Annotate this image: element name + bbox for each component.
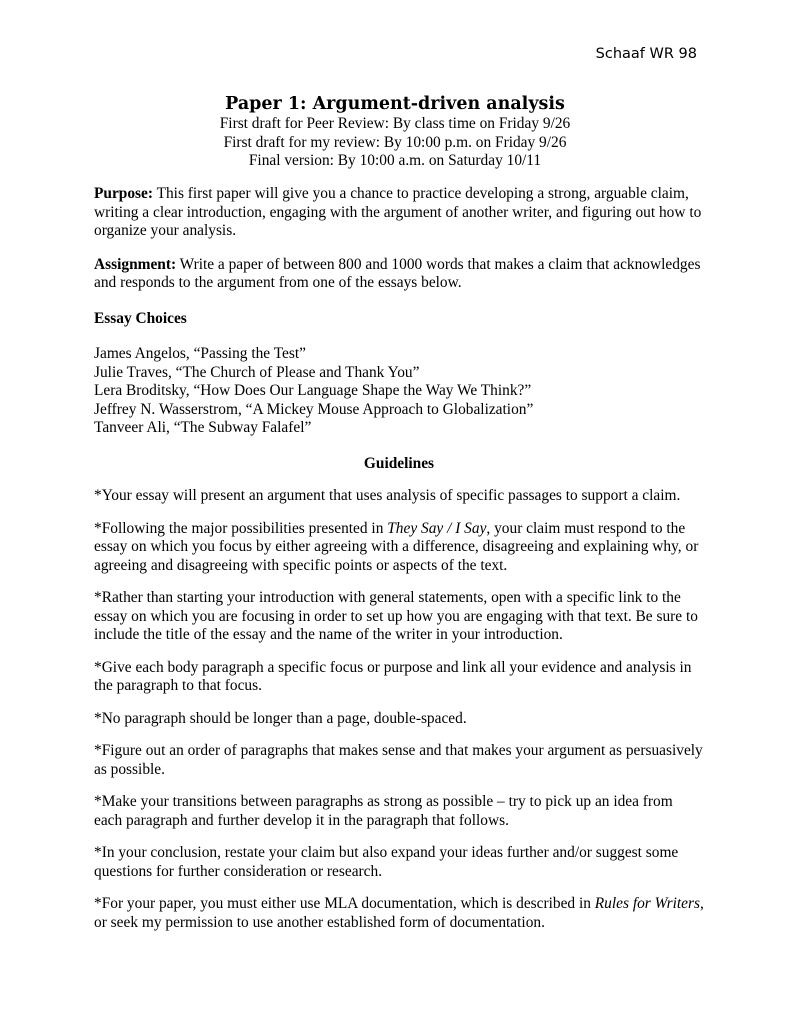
purpose-text: This first paper will give you a chance to practice developing a strong, arguable claim, writing a clear introduction, engaging with the argument of another writer, and figuring out how to organize your analysis. xyxy=(94,185,702,239)
guideline-paragraph-length: *No paragraph should be longer than a page, double-spaced. xyxy=(94,709,467,727)
purpose-paragraph xyxy=(94,185,704,241)
guideline-argument: *Your essay will present an argument that uses analysis of specific passages to support a claim. xyxy=(94,487,681,504)
guideline-introduction: *Rather than starting your introduction with general statements, open with a specific link to the essay on which you are focusing in order to set up how you are engaging with that text. Be sure to include the title of the essay and the name of the writer in your introduction. xyxy=(94,589,698,643)
essay-choice-item: Lera Broditsky, “How Does Our Language Shape the Way We Think?” xyxy=(94,382,532,399)
course-header: Schaaf WR 98 xyxy=(595,46,697,62)
guideline-text: , or seek my permission to use another established form of documentation. xyxy=(94,895,704,931)
guideline-text: *For your paper, you must either use MLA documentation, which is described in xyxy=(94,895,595,912)
essay-choice-item: James Angelos, “Passing the Test” xyxy=(94,345,306,362)
guideline-body-paragraph: *Give each body paragraph a specific focus or purpose and link all your evidence and analysis in the paragraph to that focus. xyxy=(94,658,692,694)
guideline-conclusion: *In your conclusion, restate your claim but also expand your ideas further and/or suggest some questions for further consideration or research. xyxy=(94,844,679,880)
essay-choice-item: Julie Traves, “The Church of Please and Thank You” xyxy=(94,363,420,381)
assignment-text: Write a paper of between 800 and 1000 words that makes a claim that acknowledges and responds to the argument from one of the essays below. xyxy=(94,255,701,291)
essay-choices-heading: Essay Choices xyxy=(94,309,187,327)
guideline-text: *Following the major possibilities presented in xyxy=(94,519,388,537)
guideline-text: , your claim must respond to the essay on which you focus by either agreeing with a difference, disagreeing and explaining why, or agreeing and disagreeing with specific points or aspects of the text. xyxy=(94,519,699,574)
title-block xyxy=(94,94,696,171)
guidelines-heading: Guidelines xyxy=(363,454,435,472)
guideline-transitions: *Make your transitions between paragraphs as strong as possible – try to pick up an idea from each paragraph and further develop it in the paragraph that follows. xyxy=(94,793,673,829)
guideline-claim-response xyxy=(94,520,704,576)
paper-title: Paper 1: Argument-driven analysis xyxy=(225,94,565,114)
final-deadline: Final version: By 10:00 a.m. on Saturday 10/11 xyxy=(248,152,542,169)
essay-choices-list xyxy=(94,345,704,438)
book-title-they-say: They Say / I Say xyxy=(387,519,487,537)
guideline-paragraph-order: *Figure out an order of paragraphs that makes sense and that makes your argument as persuasively as possible. xyxy=(94,742,703,778)
document-body xyxy=(94,185,704,946)
assignment-paragraph xyxy=(94,256,704,293)
essay-choice-item: Tanveer Ali, “The Subway Falafel” xyxy=(94,419,312,436)
guideline-documentation xyxy=(94,895,704,932)
book-title-rules-for-writers: Rules for Writers xyxy=(594,895,700,912)
review-deadline: First draft for my review: By 10:00 p.m. on Friday 9/26 xyxy=(223,133,567,151)
essay-choice-item: Jeffrey N. Wasserstrom, “A Mickey Mouse Approach to Globalization” xyxy=(94,400,534,418)
purpose-label: Purpose: xyxy=(94,185,153,202)
peer-review-deadline: First draft for Peer Review: By class time on Friday 9/26 xyxy=(219,115,571,132)
assignment-label: Assignment: xyxy=(94,255,177,273)
